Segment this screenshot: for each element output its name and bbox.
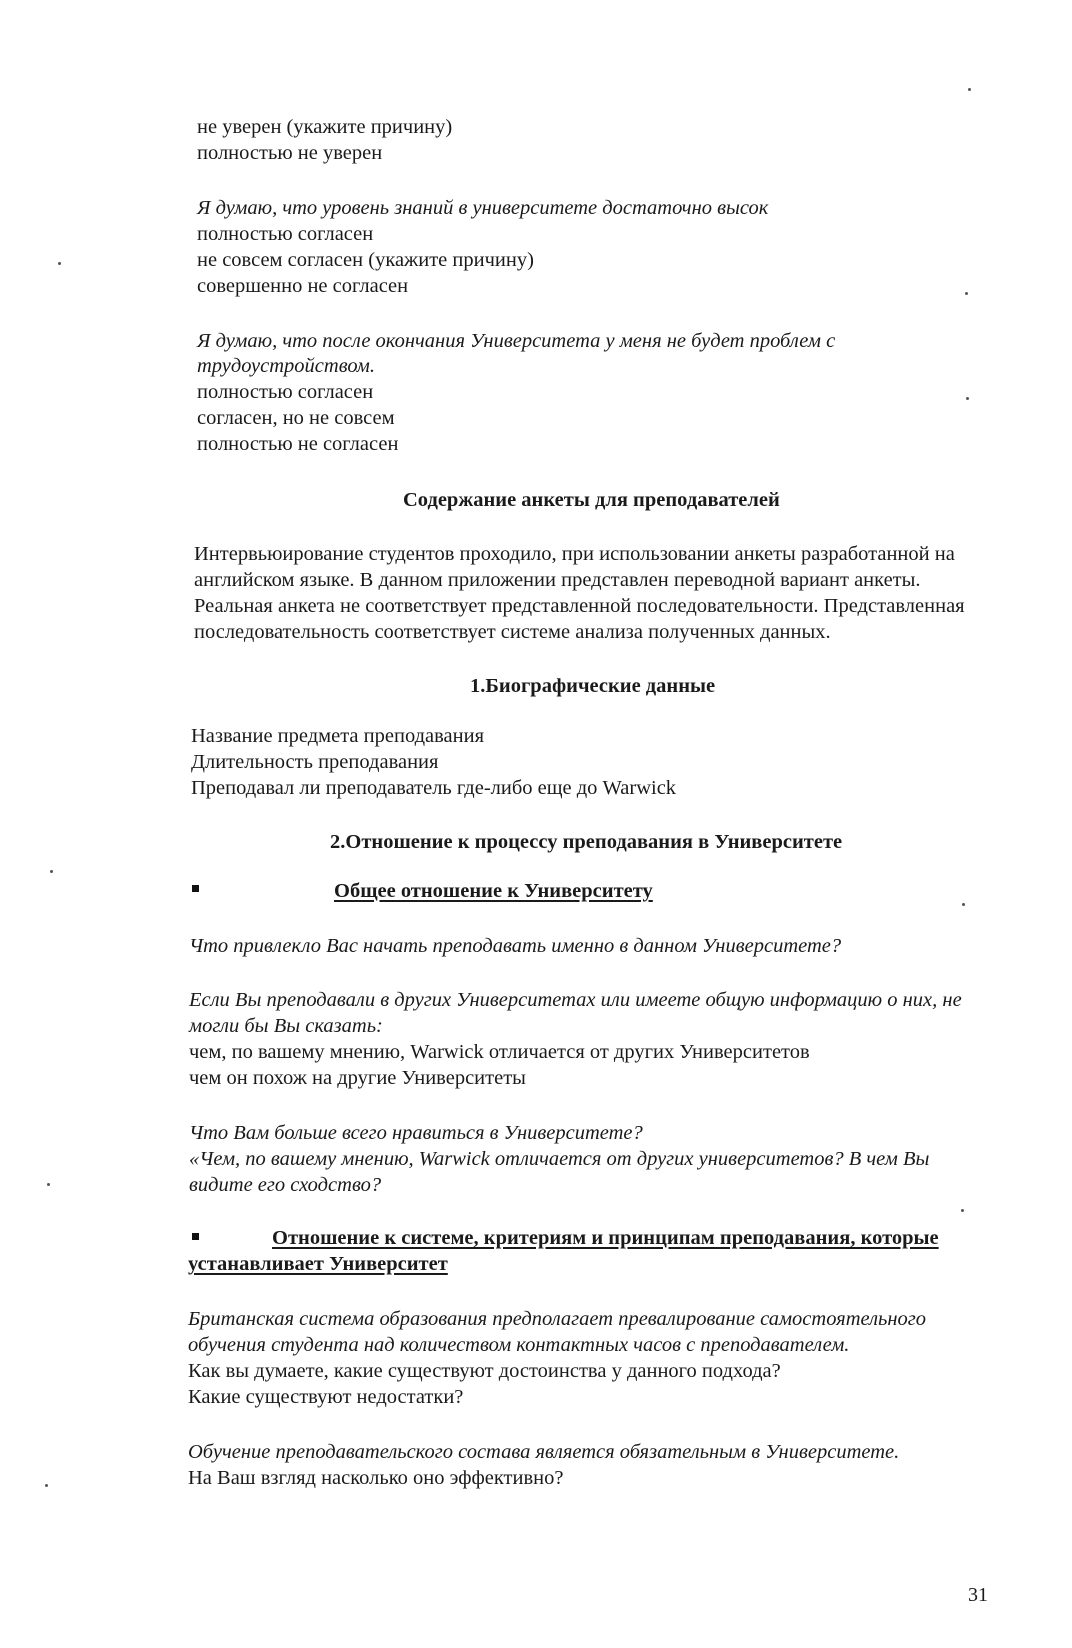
scan-speck [962, 903, 965, 906]
survey-question: Обучение преподавательского состава является обязательным в Университете. [188, 1441, 900, 1463]
list-item: чем он похож на другие Университеты [189, 1067, 526, 1089]
survey-question: Если Вы преподавали в других Университетах или имеете общую информацию о них, не [189, 989, 962, 1011]
bullet-icon [192, 885, 199, 892]
scan-speck [47, 1183, 50, 1186]
answer-option: совершенно не согласен [197, 275, 409, 297]
survey-question: Что Вам больше всего нравиться в Университете? [189, 1122, 643, 1144]
list-item: На Ваш взгляд насколько оно эффективно? [188, 1467, 564, 1489]
answer-option: не уверен (укажите причину) [197, 116, 453, 138]
scan-speck [965, 292, 968, 295]
survey-question: обучения студента над количеством контактных часов с преподавателем. [188, 1334, 850, 1356]
survey-question: видите его сходство? [189, 1174, 382, 1196]
scan-speck [58, 262, 61, 265]
survey-question: могли бы Вы сказать: [189, 1015, 383, 1037]
answer-option: полностью не уверен [197, 142, 383, 164]
list-item: чем, по вашему мнению, Warwick отличается от других Университетов [189, 1041, 810, 1063]
scan-speck [50, 870, 53, 873]
survey-question: Британская система образования предполагает превалирование самостоятельного [188, 1308, 927, 1330]
survey-question: Я думаю, что после окончания Университета у меня не будет проблем с [197, 330, 836, 352]
list-item: Название предмета преподавания [191, 725, 485, 747]
paragraph-line: последовательность соответствует системе анализа полученных данных. [194, 621, 831, 643]
section-heading: 1.Биографические данные [470, 675, 716, 697]
survey-question: Я думаю, что уровень знаний в университете достаточно высок [197, 197, 769, 219]
section-heading: Содержание анкеты для преподавателей [403, 489, 780, 511]
subsection-heading: Общее отношение к Университету [334, 880, 653, 902]
scan-speck [968, 88, 971, 91]
subsection-heading: Отношение к системе, критериям и принципам преподавания, которые [272, 1227, 939, 1249]
paragraph-line: английском языке. В данном приложении представлен переводной вариант анкеты. [194, 569, 921, 591]
paragraph-line: Интервьюирование студентов проходило, при использовании анкеты разработанной на [194, 543, 955, 565]
subsection-heading: устанавливает Университет [188, 1253, 448, 1275]
survey-question: Что привлекло Вас начать преподавать именно в данном Университете? [189, 935, 842, 957]
answer-option: полностью согласен [197, 381, 374, 403]
bullet-icon [192, 1233, 199, 1240]
answer-option: полностью не согласен [197, 433, 399, 455]
list-item: Преподавал ли преподаватель где-либо еще до Warwick [191, 777, 677, 799]
paragraph-line: Реальная анкета не соответствует представленной последовательности. Представленная [194, 595, 965, 617]
list-item: Как вы думаете, какие существуют достоинства у данного подхода? [188, 1360, 781, 1382]
section-heading: 2.Отношение к процессу преподавания в Университете [330, 831, 843, 853]
answer-option: согласен, но не совсем [197, 407, 395, 429]
scan-speck [966, 397, 969, 400]
scan-speck [961, 1209, 964, 1212]
scan-speck [45, 1484, 48, 1487]
page-number: 31 [968, 1584, 988, 1606]
list-item: Длительность преподавания [191, 751, 439, 773]
survey-question: «Чем, по вашему мнению, Warwick отличается от других университетов? В чем Вы [189, 1148, 930, 1170]
answer-option: не совсем согласен (укажите причину) [197, 249, 534, 271]
survey-question: трудоустройством. [197, 355, 375, 377]
answer-option: полностью согласен [197, 223, 374, 245]
list-item: Какие существуют недостатки? [188, 1386, 464, 1408]
